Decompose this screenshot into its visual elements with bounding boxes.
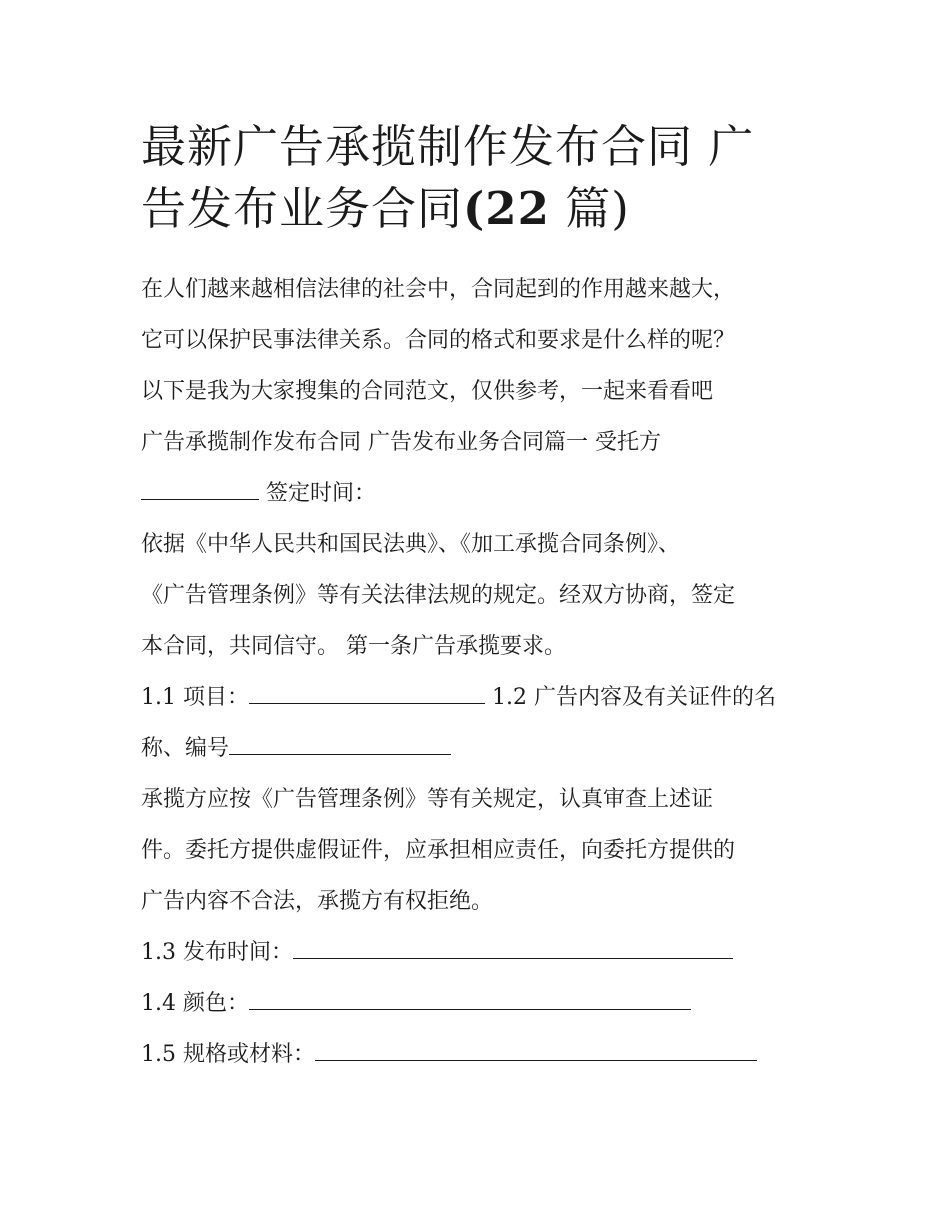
item-1-5-line [141,1029,821,1080]
document-title [141,116,821,240]
item-1-3-label: 1.3 发布时间： [141,940,293,965]
item-1-1-line [141,672,821,723]
title-line-2-suffix: 篇) [549,182,630,235]
document-page [141,116,821,1080]
blank-line [141,479,259,500]
signing-time-line [141,468,821,519]
blank-line [249,683,485,704]
item-1-4-label: 1.4 颜色： [141,991,249,1016]
item-1-2-label: 1.2 广告内容及有关证件的名 [484,685,776,710]
body-line: 承揽方应按《广告管理条例》等有关规定，认真审查上述证 [141,787,714,812]
body-line: 依据《中华人民共和国民法典》、《加工承揽合同条例》、 [141,532,681,557]
item-1-3-line [141,927,821,978]
body-line: 广告内容不合法，承揽方有权拒绝。 [141,889,494,914]
blank-line [249,989,691,1010]
body-line: 广告承揽制作发布合同 广告发布业务合同篇一 受托方 [141,430,661,455]
signing-time-label: 签定时间： [259,481,376,506]
title-line-2-count: (22 [463,182,550,235]
title-line-2-prefix: 告发布业务合同 [141,182,464,235]
body-line: 以下是我为大家搜集的合同范文，仅供参考，一起来看看吧 [141,379,714,404]
item-1-4-line [141,978,821,1029]
body-line: 本合同，共同信守。 第一条广告承揽要求。 [141,634,566,659]
title-line-1: 最新广告承揽制作发布合同 广 [141,120,755,173]
blank-line [315,1040,757,1061]
item-1-2-continued-label: 称、编号 [141,736,230,761]
item-1-2-continued-line [141,723,821,774]
item-1-1-label: 1.1 项目： [141,685,249,710]
body-line: 在人们越来越相信法律的社会中，合同起到的作用越来越大， [141,277,736,302]
body-line: 《广告管理条例》等有关法律法规的规定。经双方协商，签定 [141,583,736,608]
item-1-5-label: 1.5 规格或材料： [141,1042,315,1067]
body-line: 件。委托方提供虚假证件，应承担相应责任，向委托方提供的 [141,838,736,863]
body-line: 它可以保护民事法律关系。合同的格式和要求是什么样的呢？ [141,328,736,353]
blank-line [293,938,733,959]
blank-line [229,734,451,755]
